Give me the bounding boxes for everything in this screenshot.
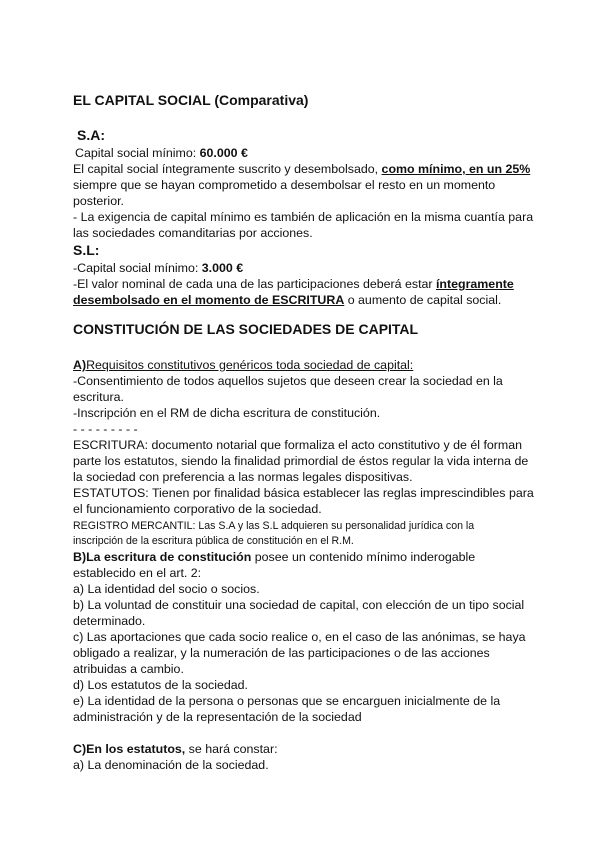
sl-paragraph-1: -El valor nominal de cada una de las participaciones deberá estar íntegramente [73,277,514,291]
sl-heading: S.L: [73,242,100,258]
escritura-definition-line2: parte los estatutos, siendo la finalidad primordial de éstos regular la vida interna de [73,454,529,468]
item-b-c-line2: obligado a realizar, y la numeración de las participaciones o de las acciones [73,646,490,660]
sa-paragraph-1-line2: siempre que se hayan comprometido a desembolsar el resto en un momento [73,178,496,192]
requirement-1-line2: escritura. [73,390,124,404]
section-b-heading-line2: establecido en el art. 2: [73,566,202,580]
sa-paragraph-2: - La exigencia de capital mínimo es también de aplicación en la misma cuantía para [73,210,534,224]
sa-paragraph-2-line2: las sociedades comanditarias por acciones. [73,226,313,240]
constitucion-heading: CONSTITUCIÓN DE LAS SOCIEDADES DE CAPITAL [73,321,419,337]
section-b-heading: B)La escritura de constitución posee un contenido mínimo inderogable [73,550,476,564]
item-b-b: b) La voluntad de constituir una sociedad de capital, con elección de un tipo social [73,598,525,612]
requirement-2: -Inscripción en el RM de dicha escritura de constitución. [73,406,381,420]
item-b-a: a) La identidad del socio o socios. [73,582,260,596]
item-b-e-line2: administración y de la representación de la sociedad [73,710,362,724]
registro-mercantil-definition-line2: inscripción de la escritura pública de constitución en el R.M. [73,535,354,547]
section-c-heading: C)En los estatutos, se hará constar: [73,742,278,756]
escritura-definition: ESCRITURA: documento notarial que formaliza el acto constitutivo y de él forman [73,438,523,452]
item-b-d: d) Los estatutos de la sociedad. [73,678,248,692]
estatutos-definition-line2: el funcionamiento corporativo de la sociedad. [73,502,322,516]
sl-min-capital: -Capital social mínimo: 3.000 € [73,261,244,275]
page-title: EL CAPITAL SOCIAL (Comparativa) [73,92,309,108]
estatutos-definition: ESTATUTOS: Tienen por finalidad básica establecer las reglas imprescindibles para [73,486,534,500]
requirement-1: -Consentimiento de todos aquellos sujetos que deseen crear la sociedad en la [73,374,503,388]
sa-min-capital: Capital social mínimo: 60.000 € [75,146,248,160]
section-a-heading: A)Requisitos constitutivos genéricos toda sociedad de capital: [73,358,414,372]
item-b-b-line2: determinado. [73,614,146,628]
escritura-definition-line3: la sociedad con preferencia a las normas legales dispositivas. [73,470,413,484]
separator: - - - - - - - - - [73,422,138,436]
item-b-c-line3: atribuidas a cambio. [73,662,184,676]
sa-paragraph-1-line3: posterior. [73,194,124,208]
item-c-a: a) La denominación de la sociedad. [73,758,269,772]
registro-mercantil-definition: REGISTRO MERCANTIL: Las S.A y las S.L adquieren su personalidad jurídica con la [73,520,475,532]
sa-heading: S.A: [77,127,105,143]
sa-paragraph-1: El capital social íntegramente suscrito y desembolsado, como mínimo, en un 25% [73,162,531,176]
sl-paragraph-1-line2: desembolsado en el momento de ESCRITURA o aumento de capital social. [73,293,502,307]
item-b-e: e) La identidad de la persona o personas que se encarguen inicialmente de la [73,694,501,708]
item-b-c: c) Las aportaciones que cada socio realice o, en el caso de las anónimas, se haya [73,630,526,644]
